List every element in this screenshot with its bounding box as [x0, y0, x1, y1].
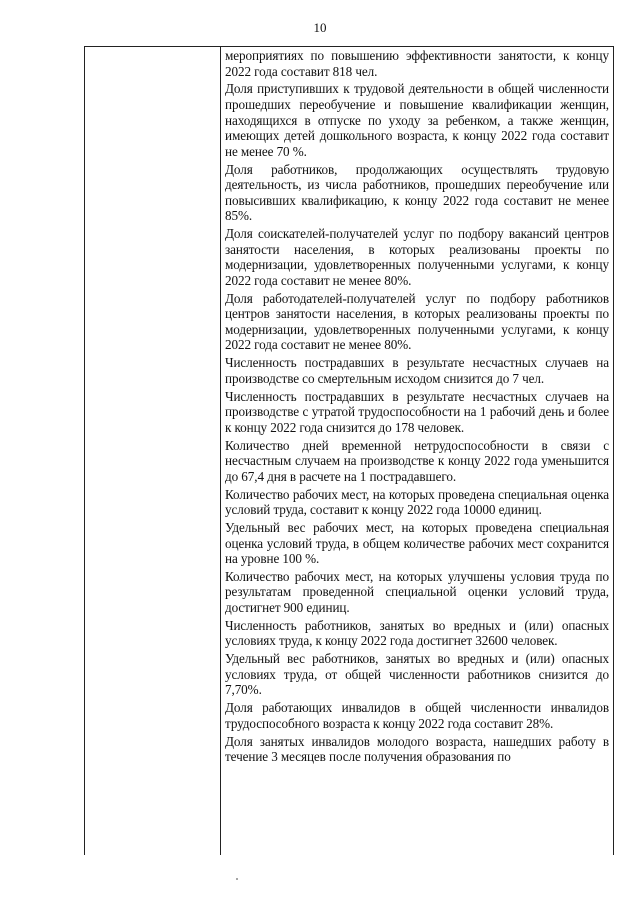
paragraph: Доля работников, продолжающих осуществлять трудовую деятельность, из числа работников, прошедших переобучение или повысивших квалификацию, к концу 2022 года составит не менее 85%.: [225, 161, 609, 224]
page-number: 10: [313, 20, 327, 35]
paragraph: Доля занятых инвалидов молодого возраста, нашедших работу в течение 3 месяцев после получения образования по: [225, 733, 609, 765]
paragraph: Количество рабочих мест, на которых проведена специальная оценка условий труда, составит к концу 2022 года 10000 единиц.: [225, 486, 609, 518]
paragraph: Численность пострадавших в результате несчастных случаев на производстве с утратой трудоспособности на 1 рабочий день и более к концу 2022 года снизится до 178 человек.: [225, 388, 609, 435]
scan-artifact: [236, 878, 238, 880]
paragraph: Доля работающих инвалидов в общей численности инвалидов трудоспособного возраста к концу 2022 года составит 28%.: [225, 700, 609, 731]
paragraph: Численность работников, занятых во вредных и (или) опасных условиях труда, к концу 2022 года достигнет 32600 человек.: [225, 617, 609, 649]
paragraph: Численность пострадавших в результате несчастных случаев на производстве со смертельным исходом снизится до 7 чел.: [225, 355, 609, 386]
paragraph: Доля соискателей-получателей услуг по подбору вакансий центров занятости населения, в которых реализованы проекты по модернизации, удовлетворенных полученными услугами, к концу 2022 года составит не менее 80%.: [225, 226, 609, 288]
document-table: [84, 46, 614, 855]
paragraph: Доля работодателей-получателей услуг по подбору работников центров занятости населения, в которых реализованы проекты по модернизации, удовлетворенных полученными услугами, к концу 2022 года составит не менее 80%.: [225, 290, 609, 353]
paragraph: Удельный вес работников, занятых во вредных и (или) опасных условиях труда, от общей численности работников снизится до 7,70%.: [225, 651, 609, 698]
paragraph: Доля приступивших к трудовой деятельности в общей численности прошедших переобучение и повышение квалификации женщин, находящихся в отпуске по уходу за ребенком, а также женщин, имеющих детей дошкольного возраста, к концу 2022 года составит не менее 70 %.: [225, 81, 609, 159]
paragraph: Удельный вес рабочих мест, на которых проведена специальная оценка условий труда, в общем количестве рабочих мест сохранится на уровне 100 %.: [225, 519, 609, 567]
table-cell-content: [225, 48, 609, 767]
paragraph: Количество рабочих мест, на которых улучшены условия труда по результатам проведенной специальной оценки условий труда, достигнет 900 единиц.: [225, 568, 609, 616]
paragraph: мероприятиях по повышению эффективности занятости, к концу 2022 года составит 818 чел.: [225, 48, 609, 79]
column-divider: [220, 47, 221, 855]
paragraph: Количество дней временной нетрудоспособности в связи с несчастным случаем на производстве к концу 2022 года уменьшится до 67,4 дня в расчете на 1 пострадавшего.: [225, 437, 609, 484]
